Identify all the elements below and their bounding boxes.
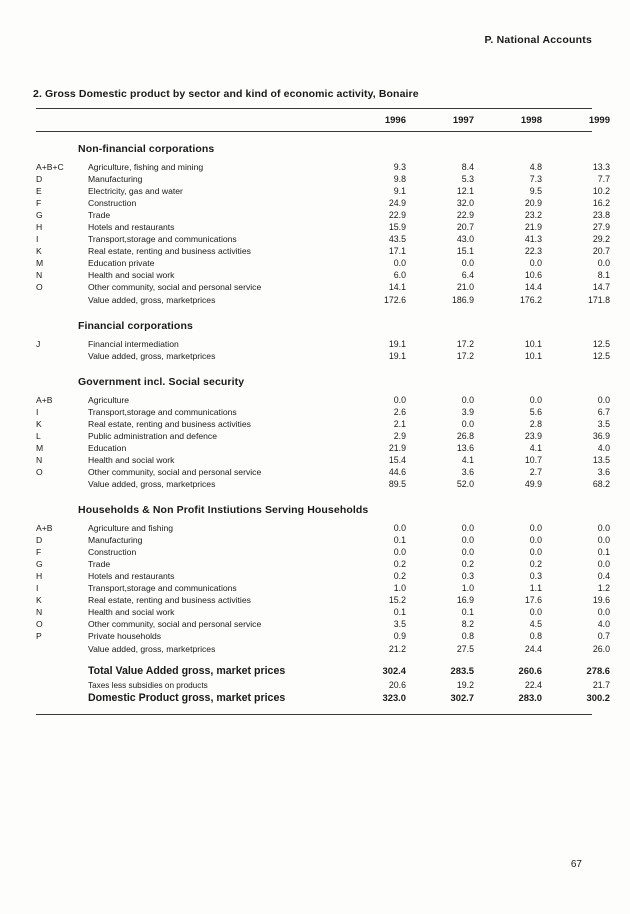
cell-value: 20.7	[592, 246, 610, 257]
row-code: I	[36, 234, 39, 245]
cell-value: 9.1	[393, 186, 406, 197]
cell-value: 9.3	[393, 162, 406, 172]
row-code: K	[36, 595, 42, 606]
cell-value: 6.7	[597, 406, 610, 417]
table-header-row	[36, 109, 610, 131]
row-label: Electricity, gas and water	[88, 186, 183, 197]
column-header-1997: 1997	[452, 115, 474, 126]
cell-value: 14.7	[592, 282, 610, 293]
row-label: Real estate, renting and business activities	[88, 595, 251, 606]
table-row	[36, 643, 610, 656]
cell-value: 2.6	[393, 406, 406, 417]
cell-value: 0.3	[461, 571, 474, 582]
table-row	[36, 246, 610, 258]
cell-value: 12.5	[592, 338, 610, 349]
cell-value: 3.5	[393, 619, 406, 630]
table-row	[36, 559, 610, 571]
table-row	[36, 619, 610, 631]
row-label: Public administration and defence	[88, 430, 217, 441]
cell-value: 0.0	[461, 394, 474, 405]
cell-value: 7.3	[529, 174, 542, 185]
table-totals	[36, 664, 610, 708]
cell-value: 4.1	[461, 454, 474, 465]
cell-value: 0.2	[461, 559, 474, 570]
row-code: F	[36, 198, 42, 209]
cell-value: 186.9	[451, 294, 474, 305]
section-heading: Households & Non Profit Instiutions Serving Households	[78, 504, 369, 517]
cell-value: 260.6	[518, 664, 542, 676]
row-code: N	[36, 454, 43, 465]
cell-value: 24.4	[524, 643, 542, 654]
row-label: Financial intermediation	[88, 338, 179, 349]
row-label: Transport,storage and communications	[88, 234, 237, 245]
row-label: Hotels and restaurants	[88, 222, 175, 233]
row-code: O	[36, 619, 43, 630]
cell-value: 43.0	[456, 234, 474, 245]
cell-value: 23.2	[524, 210, 542, 221]
cell-value: 0.8	[529, 631, 542, 642]
cell-value: 43.5	[388, 234, 406, 245]
cell-value: 0.1	[461, 607, 474, 618]
cell-value: 15.1	[456, 246, 474, 257]
cell-value: 13.6	[456, 442, 474, 453]
row-label: Hotels and restaurants	[88, 571, 175, 582]
cell-value: 278.6	[586, 664, 610, 676]
row-code: A+B	[36, 523, 53, 534]
table-row	[36, 442, 610, 455]
cell-value: 2.9	[393, 430, 406, 441]
cell-value: 0.0	[393, 394, 406, 405]
cell-value: 4.0	[597, 619, 610, 630]
cell-value: 176.2	[519, 294, 542, 305]
cell-value: 0.0	[597, 559, 610, 570]
cell-value: 8.2	[461, 619, 474, 630]
cell-value: 12.5	[592, 350, 610, 361]
row-label: Agriculture, fishing and mining	[88, 162, 204, 172]
row-label: Other community, social and personal service	[88, 282, 262, 293]
cell-value: 0.1	[393, 535, 406, 546]
row-label: Manufacturing	[88, 174, 143, 185]
cell-value: 0.7	[597, 631, 610, 642]
cell-value: 27.5	[456, 643, 474, 654]
table-row	[36, 607, 610, 619]
cell-value: 0.0	[529, 547, 542, 558]
cell-value: 10.1	[524, 338, 542, 349]
row-code: N	[36, 607, 43, 618]
cell-value: 10.1	[524, 350, 542, 361]
cell-value: 10.7	[524, 454, 542, 465]
cell-value: 21.2	[388, 643, 406, 654]
cell-value: 10.2	[592, 186, 610, 197]
statistics-table	[36, 108, 610, 715]
row-label: Real estate, renting and business activities	[88, 246, 251, 257]
cell-value: 4.1	[529, 442, 542, 453]
cell-value: 300.2	[586, 692, 610, 704]
cell-value: 0.0	[529, 535, 542, 546]
table-row	[36, 523, 610, 535]
page-number: 67	[570, 859, 582, 870]
column-header-1998: 1998	[520, 115, 542, 126]
cell-value: 14.1	[388, 282, 406, 293]
cell-value: 26.8	[456, 430, 474, 441]
table-row	[36, 270, 610, 282]
cell-value: 2.1	[393, 418, 406, 429]
row-label: Value added, gross, marketprices	[88, 478, 216, 489]
cell-value: 6.0	[393, 270, 406, 281]
cell-value: 26.0	[592, 643, 610, 654]
cell-value: 20.9	[524, 198, 542, 209]
cell-value: 3.6	[597, 466, 610, 477]
table-row	[36, 234, 610, 246]
row-code: O	[36, 466, 43, 477]
cell-value: 21.9	[524, 222, 542, 233]
cell-value: 16.9	[456, 595, 474, 606]
cell-value: 29.2	[592, 234, 610, 245]
cell-value: 23.9	[524, 430, 542, 441]
cell-value: 41.3	[524, 234, 542, 245]
row-code: I	[36, 583, 39, 594]
cell-value: 32.0	[456, 198, 474, 209]
cell-value: 1.0	[393, 583, 406, 594]
cell-value: 27.9	[592, 222, 610, 233]
row-code: A+B+C	[36, 162, 64, 172]
table-row	[36, 466, 610, 479]
cell-value: 0.0	[597, 535, 610, 546]
table-row	[36, 679, 610, 693]
cell-value: 9.5	[529, 186, 542, 197]
cell-value: 17.6	[524, 595, 542, 606]
cell-value: 52.0	[456, 478, 474, 489]
row-code: A+B	[36, 394, 53, 405]
cell-value: 13.5	[592, 454, 610, 465]
row-code: J	[36, 338, 41, 349]
cell-value: 44.6	[388, 466, 406, 477]
row-label: Value added, gross, marketprices	[88, 294, 216, 305]
cell-value: 15.9	[388, 222, 406, 233]
cell-value: 22.4	[524, 679, 542, 690]
cell-value: 1.0	[461, 583, 474, 594]
row-label: Health and social work	[88, 454, 175, 465]
cell-value: 17.2	[456, 338, 474, 349]
cell-value: 0.2	[529, 559, 542, 570]
table-row	[36, 571, 610, 583]
cell-value: 0.1	[393, 607, 406, 618]
cell-value: 0.9	[393, 631, 406, 642]
cell-value: 20.7	[456, 222, 474, 233]
cell-value: 0.1	[597, 547, 610, 558]
section-heading: Government incl. Social security	[78, 375, 245, 388]
cell-value: 16.2	[592, 198, 610, 209]
row-label: Manufacturing	[88, 535, 143, 546]
row-label: Private households	[88, 631, 162, 642]
row-label: Agriculture and fishing	[88, 523, 174, 534]
cell-value: 24.9	[388, 198, 406, 209]
row-code: H	[36, 222, 43, 233]
row-label: Taxes less subsidies on products	[88, 680, 208, 690]
row-label: Construction	[88, 547, 137, 558]
row-code: H	[36, 571, 43, 582]
section-heading: Financial corporations	[78, 319, 193, 332]
cell-value: 283.5	[450, 664, 474, 676]
cell-value: 5.6	[529, 406, 542, 417]
table-row	[36, 222, 610, 234]
table-row	[36, 535, 610, 547]
table-body	[36, 132, 610, 656]
row-code: O	[36, 282, 43, 293]
cell-value: 0.0	[529, 258, 542, 269]
row-code: D	[36, 174, 43, 185]
section-heading: Non-financial corporations	[78, 143, 215, 155]
cell-value: 2.8	[529, 418, 542, 429]
cell-value: 0.0	[597, 258, 610, 269]
cell-value: 8.1	[597, 270, 610, 281]
cell-value: 10.6	[524, 270, 542, 281]
cell-value: 4.8	[529, 162, 542, 172]
row-code: F	[36, 547, 42, 558]
running-head: P. National Accounts	[484, 34, 592, 46]
cell-value: 0.0	[529, 523, 542, 534]
table-row	[36, 394, 610, 407]
row-label: Other community, social and personal service	[88, 619, 262, 630]
cell-value: 0.2	[393, 559, 406, 570]
cell-value: 2.7	[529, 466, 542, 477]
cell-value: 20.6	[388, 679, 406, 690]
row-label: Value added, gross, marketprices	[88, 350, 216, 361]
cell-value: 4.0	[597, 442, 610, 453]
table-row	[36, 454, 610, 467]
table-row	[36, 198, 610, 210]
cell-value: 15.2	[388, 595, 406, 606]
cell-value: 0.0	[461, 535, 474, 546]
row-code: D	[36, 535, 43, 546]
table-row	[36, 282, 610, 294]
cell-value: 3.9	[461, 406, 474, 417]
cell-value: 19.6	[592, 595, 610, 606]
row-label: Construction	[88, 198, 137, 209]
table-row	[36, 210, 610, 222]
cell-value: 8.4	[461, 162, 474, 172]
cell-value: 283.0	[518, 692, 542, 704]
cell-value: 89.5	[388, 478, 406, 489]
table-row	[36, 631, 610, 643]
column-header-1996: 1996	[384, 115, 406, 126]
cell-value: 0.0	[529, 394, 542, 405]
cell-value: 5.3	[461, 174, 474, 185]
cell-value: 1.2	[597, 583, 610, 594]
row-code: L	[36, 430, 41, 441]
table-title: 2. Gross Domestic product by sector and kind of economic activity, Bonaire	[33, 88, 419, 100]
cell-value: 302.4	[382, 664, 406, 676]
row-code: P	[36, 631, 42, 642]
cell-value: 9.8	[393, 174, 406, 185]
table-row	[36, 294, 610, 307]
table-row	[36, 547, 610, 559]
table-row	[36, 258, 610, 270]
table-row	[36, 174, 610, 186]
table-row	[36, 583, 610, 595]
row-label: Transport,storage and communications	[88, 406, 237, 417]
cell-value: 13.3	[592, 162, 610, 172]
cell-value: 4.5	[529, 619, 542, 630]
row-code: M	[36, 442, 44, 453]
cell-value: 22.9	[456, 210, 474, 221]
row-code: G	[36, 559, 43, 570]
cell-value: 36.9	[592, 430, 610, 441]
cell-value: 21.7	[592, 679, 610, 690]
cell-value: 0.0	[393, 547, 406, 558]
cell-value: 17.2	[456, 350, 474, 361]
row-code: I	[36, 406, 39, 417]
cell-value: 68.2	[592, 478, 610, 489]
cell-value: 19.1	[388, 338, 406, 349]
cell-value: 19.1	[388, 350, 406, 361]
table-row	[36, 430, 610, 443]
cell-value: 21.9	[388, 442, 406, 453]
cell-value: 1.1	[529, 583, 542, 594]
cell-value: 0.0	[461, 523, 474, 534]
cell-value: 23.8	[592, 210, 610, 221]
row-label: Education private	[88, 258, 155, 269]
cell-value: 0.0	[529, 607, 542, 618]
row-label: Health and social work	[88, 270, 175, 281]
cell-value: 22.3	[524, 246, 542, 257]
row-label: Health and social work	[88, 607, 175, 618]
row-label: Trade	[88, 559, 111, 570]
cell-value: 0.4	[597, 571, 610, 582]
row-code: G	[36, 210, 43, 221]
cell-value: 0.0	[597, 523, 610, 534]
cell-value: 14.4	[524, 282, 542, 293]
row-label: Other community, social and personal service	[88, 466, 262, 477]
cell-value: 0.0	[597, 394, 610, 405]
row-label: Domestic Product gross, market prices	[88, 692, 286, 705]
table-row	[36, 664, 610, 680]
row-label: Agriculture	[88, 394, 130, 405]
cell-value: 3.5	[597, 418, 610, 429]
table-bottom-rule	[36, 714, 592, 715]
cell-value: 7.7	[597, 174, 610, 185]
row-label: Total Value Added gross, market prices	[88, 664, 286, 677]
cell-value: 0.0	[461, 547, 474, 558]
row-code: M	[36, 258, 44, 269]
table-row	[36, 162, 610, 174]
cell-value: 0.0	[597, 607, 610, 618]
table-row	[36, 692, 610, 707]
cell-value: 49.9	[524, 478, 542, 489]
cell-value: 0.0	[393, 258, 406, 269]
cell-value: 0.3	[529, 571, 542, 582]
column-header-1999: 1999	[588, 115, 610, 126]
cell-value: 302.7	[450, 692, 474, 704]
row-code: K	[36, 418, 42, 429]
cell-value: 0.2	[393, 571, 406, 582]
cell-value: 0.8	[461, 631, 474, 642]
cell-value: 0.0	[393, 523, 406, 534]
cell-value: 17.1	[388, 246, 406, 257]
cell-value: 323.0	[382, 692, 406, 704]
row-label: Transport,storage and communications	[88, 583, 237, 594]
table-row	[36, 418, 610, 431]
cell-value: 3.6	[461, 466, 474, 477]
cell-value: 22.9	[388, 210, 406, 221]
row-label: Value added, gross, marketprices	[88, 643, 216, 654]
cell-value: 0.0	[461, 258, 474, 269]
row-label: Real estate, renting and business activities	[88, 418, 251, 429]
table-row	[36, 338, 610, 351]
table-row	[36, 595, 610, 607]
table-row	[36, 350, 610, 363]
row-label: Trade	[88, 210, 111, 221]
table-row	[36, 478, 610, 491]
cell-value: 0.0	[461, 418, 474, 429]
cell-value: 15.4	[388, 454, 406, 465]
row-code: E	[36, 186, 42, 197]
cell-value: 172.6	[383, 294, 406, 305]
table-row	[36, 406, 610, 419]
row-code: N	[36, 270, 43, 281]
cell-value: 6.4	[461, 270, 474, 281]
cell-value: 19.2	[456, 679, 474, 690]
cell-value: 21.0	[456, 282, 474, 293]
row-label: Education	[88, 442, 127, 453]
cell-value: 12.1	[456, 186, 474, 197]
table-row	[36, 186, 610, 198]
cell-value: 171.8	[587, 294, 610, 305]
row-code: K	[36, 246, 42, 257]
